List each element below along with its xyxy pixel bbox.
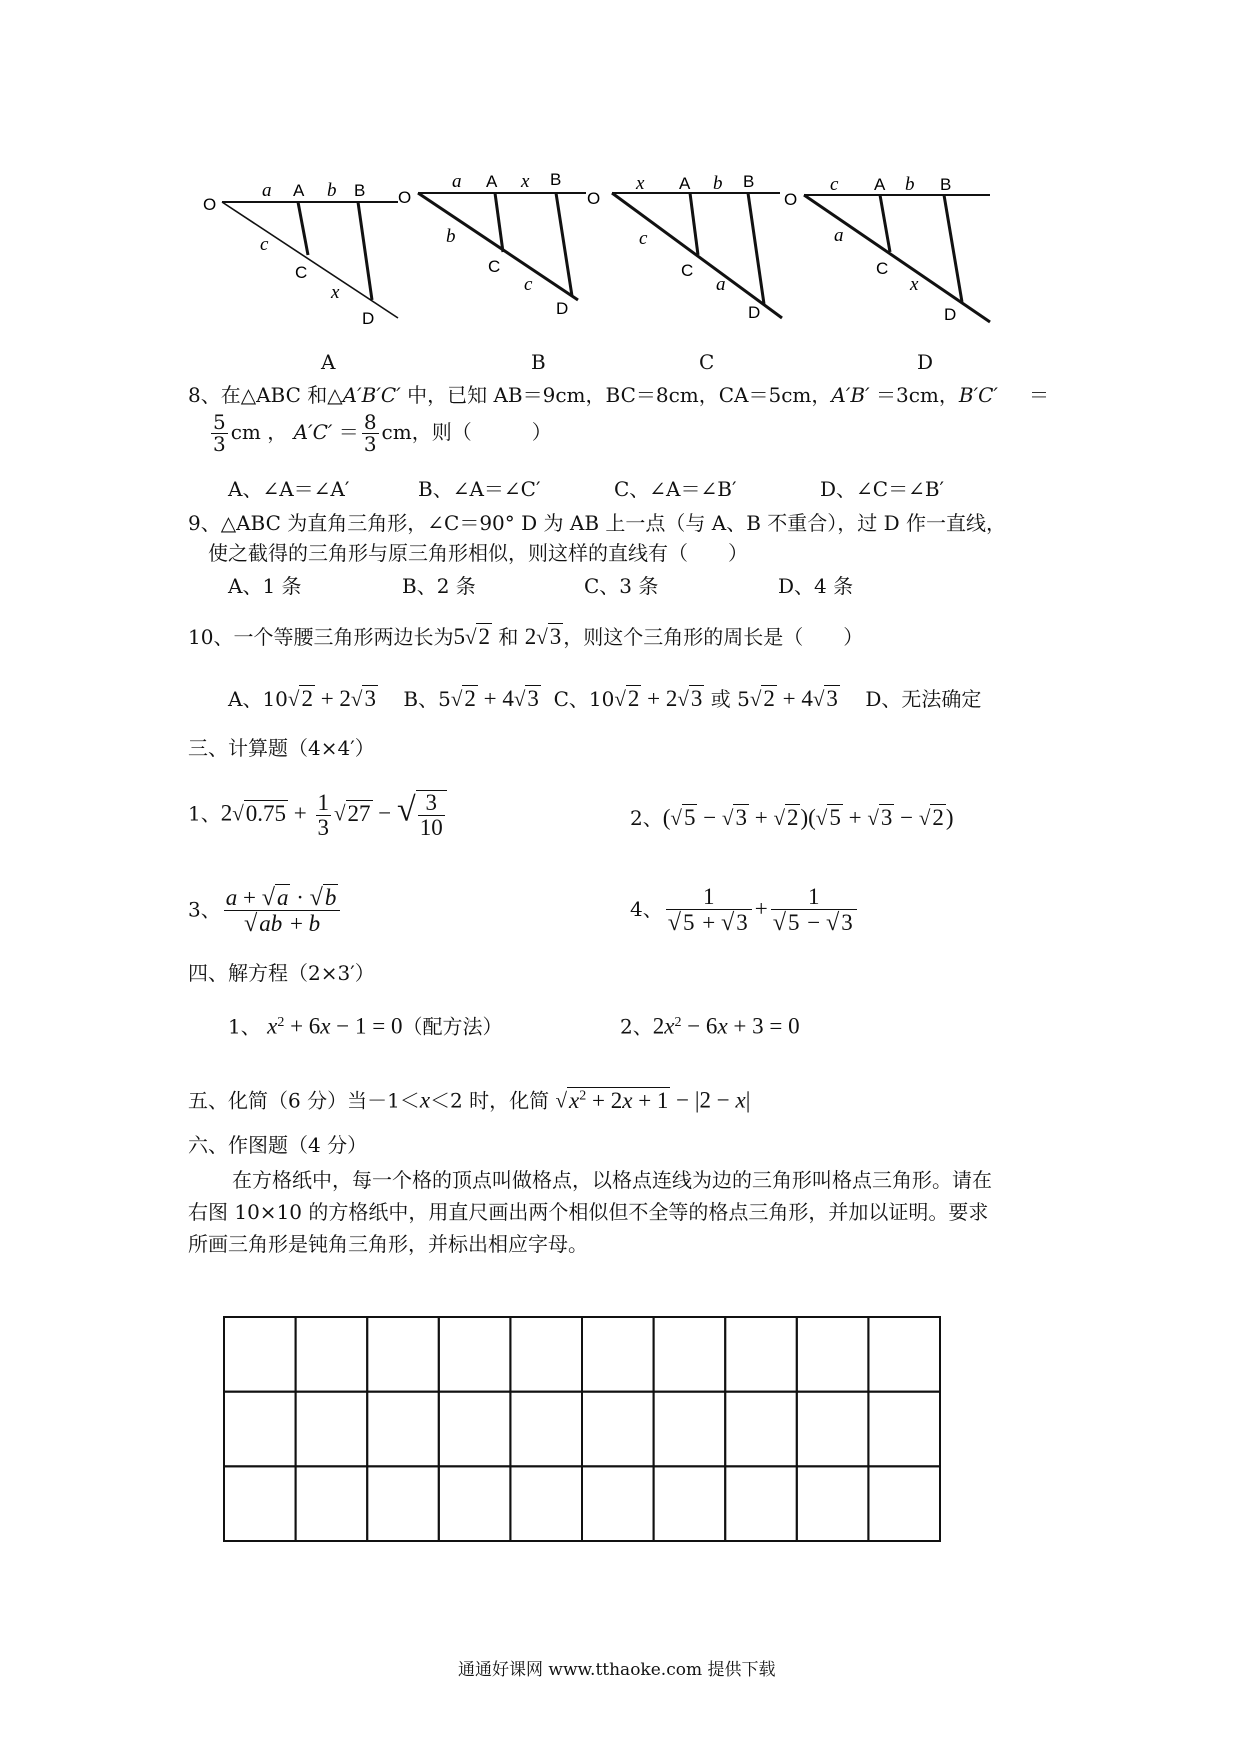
q9-option-c: C、3 条 — [584, 574, 659, 598]
figure-b — [418, 193, 586, 300]
question-9-line2: 使之截得的三角形与原三角形相似，则这样的直线有（ ） — [208, 541, 748, 565]
section-6-title: 六、作图题（4 分） — [188, 1133, 368, 1157]
fig-c-b: b — [713, 173, 723, 194]
q8-option-d: D、∠C＝∠B′ — [820, 477, 945, 501]
fig-a-x: x — [331, 282, 340, 303]
fig-d-b: b — [905, 174, 915, 195]
equation-2: 2、$2x^2 - 6x + 3 = 0$ — [620, 1013, 800, 1039]
fig-b-a: a — [452, 171, 462, 192]
grid-cell — [224, 1317, 296, 1392]
fig-b-D: D — [556, 299, 569, 318]
grid-cell — [296, 1466, 368, 1541]
grid-cell — [296, 1317, 368, 1392]
grid-cell — [367, 1392, 439, 1467]
fig-d-C: C — [876, 259, 889, 278]
section-6-para-line1: 在方格纸中，每一个格的顶点叫做格点，以格点连线为边的三角形叫格点三角形。请在 — [232, 1168, 992, 1192]
question-8-line2: $\frac{5}{3}$ cm ， A′C′ ＝ $\frac{8}{3}$ cm，则（ ） — [213, 410, 552, 456]
fig-b-c: c — [524, 274, 533, 295]
fig-d-A: A — [874, 175, 886, 194]
figure-caption-b: B — [531, 350, 546, 374]
question-10-options: A、10√2 + 2√3 B、5√2 + 4√3 C、10√2 + 2√3 或 5√2 + 4√3 D、无法确定 — [228, 686, 982, 711]
fig-a-C: C — [295, 263, 308, 282]
grid-cell — [439, 1466, 511, 1541]
grid-cell — [582, 1317, 654, 1392]
q9-option-a: A、1 条 — [228, 574, 302, 598]
grid-cell — [439, 1317, 511, 1392]
fig-d-a: a — [834, 225, 844, 246]
fig-c-B: B — [743, 172, 755, 191]
fig-c-x: x — [636, 173, 645, 194]
similar-triangle-figures — [0, 0, 1240, 380]
grid-paper — [222, 1315, 942, 1543]
fig-d-x: x — [910, 274, 919, 295]
fig-a-c: c — [260, 234, 269, 255]
grid-cell — [654, 1317, 726, 1392]
q9-option-d: D、4 条 — [778, 574, 854, 598]
grid-cell — [582, 1392, 654, 1467]
question-8-equals: ＝ — [1029, 383, 1049, 407]
grid-cell — [868, 1392, 940, 1467]
fig-a-o: O — [203, 195, 217, 214]
calc-problem-4: 4、 $\frac{1}{√5 + √3}$ + $\frac{1}{√5 - √3}$ — [630, 885, 860, 936]
figure-c — [612, 193, 782, 318]
q9-option-b: B、2 条 — [402, 574, 476, 598]
equation-1: 1、 $x^2 + 6x - 1 = 0$（配方法） — [228, 1013, 503, 1039]
grid-cell — [367, 1466, 439, 1541]
fig-a-D: D — [362, 309, 375, 328]
fig-c-C: C — [681, 261, 694, 280]
question-8-line1: 8、在△ABC 和△A′B′C′ 中，已知 AB＝9cm，BC＝8cm，CA＝5cm，A′B′ ＝3cm，B′C′ — [188, 383, 998, 407]
figure-caption-a: A — [321, 350, 336, 374]
fig-c-A: A — [679, 174, 691, 193]
grid-cell — [582, 1466, 654, 1541]
grid-cell — [868, 1317, 940, 1392]
fig-d-o: O — [784, 190, 798, 209]
grid-cell — [224, 1392, 296, 1467]
fig-c-o: O — [587, 189, 601, 208]
grid-cell — [868, 1466, 940, 1541]
q8-option-c: C、∠A＝∠B′ — [614, 477, 737, 501]
calc-problem-1: 1、2√0.75 + $\frac{1}{3}$ √27 − √ $\frac{3}{10}$ — [188, 790, 450, 840]
fig-d-B: B — [940, 175, 952, 194]
fig-b-o: O — [398, 188, 412, 207]
fig-c-a: a — [716, 274, 726, 295]
grid-cell — [725, 1317, 797, 1392]
fig-c-c: c — [639, 228, 648, 249]
grid-cell — [654, 1392, 726, 1467]
grid-cell — [510, 1392, 582, 1467]
grid-cell — [510, 1317, 582, 1392]
page-footer: 通通好课网 www.tthaoke.com 提供下载 — [458, 1660, 776, 1680]
grid-cell — [797, 1466, 869, 1541]
fig-c-D: D — [748, 303, 761, 322]
grid-cell — [439, 1392, 511, 1467]
section-3-title: 三、计算题（4×4′） — [188, 736, 375, 760]
calc-problem-3: 3、 $\frac{a + √a \cdot √b}{√ab + b}$ — [188, 885, 343, 937]
figure-a — [222, 202, 398, 318]
grid-cell — [725, 1392, 797, 1467]
fig-d-c: c — [830, 174, 839, 195]
grid-cell — [797, 1317, 869, 1392]
fig-a-a: a — [262, 180, 272, 201]
q8-option-b: B、∠A＝∠C′ — [418, 477, 541, 501]
fig-b-x: x — [521, 171, 530, 192]
fig-b-A: A — [486, 172, 498, 191]
calc-problem-2: 2、(√5 − √3 + √2)(√5 + √3 − √2) — [630, 805, 954, 830]
fig-b-B: B — [550, 170, 562, 189]
fig-b-b: b — [446, 226, 456, 247]
fig-d-D: D — [944, 305, 957, 324]
question-10-stem: 10、一个等腰三角形两边长为5√2 和 2√3 ，则这个三角形的周长是（ ） — [188, 624, 864, 649]
section-4-title: 四、解方程（2×3′） — [188, 961, 375, 985]
figure-d — [804, 195, 990, 322]
figure-caption-d: D — [917, 350, 934, 374]
fig-a-b: b — [327, 180, 337, 201]
grid-cell — [510, 1466, 582, 1541]
fig-b-C: C — [488, 257, 501, 276]
section-6-para-line3: 所画三角形是钝角三角形，并标出相应字母。 — [188, 1232, 588, 1256]
section-5-problem: 五、化简（6 分）当－1＜x＜2 时，化简 $√x^2 + 2x + 1 - |2 - x|$ — [188, 1087, 751, 1113]
fig-a-A: A — [293, 181, 305, 200]
grid-cell — [725, 1466, 797, 1541]
q8-option-a: A、∠A＝∠A′ — [228, 477, 350, 501]
fig-a-B: B — [354, 181, 366, 200]
grid-cell — [797, 1392, 869, 1467]
grid-cell — [654, 1466, 726, 1541]
grid-cell — [224, 1466, 296, 1541]
question-9-line1: 9、△ABC 为直角三角形，∠C＝90° D 为 AB 上一点（与 A、B 不重合），过 D 作一直线， — [188, 511, 1006, 535]
figure-caption-c: C — [699, 350, 715, 374]
grid-cell — [367, 1317, 439, 1392]
section-6-para-line2: 右图 10×10 的方格纸中，用直尺画出两个相似但不全等的格点三角形，并加以证明。要求 — [188, 1200, 989, 1224]
grid-cell — [296, 1392, 368, 1467]
